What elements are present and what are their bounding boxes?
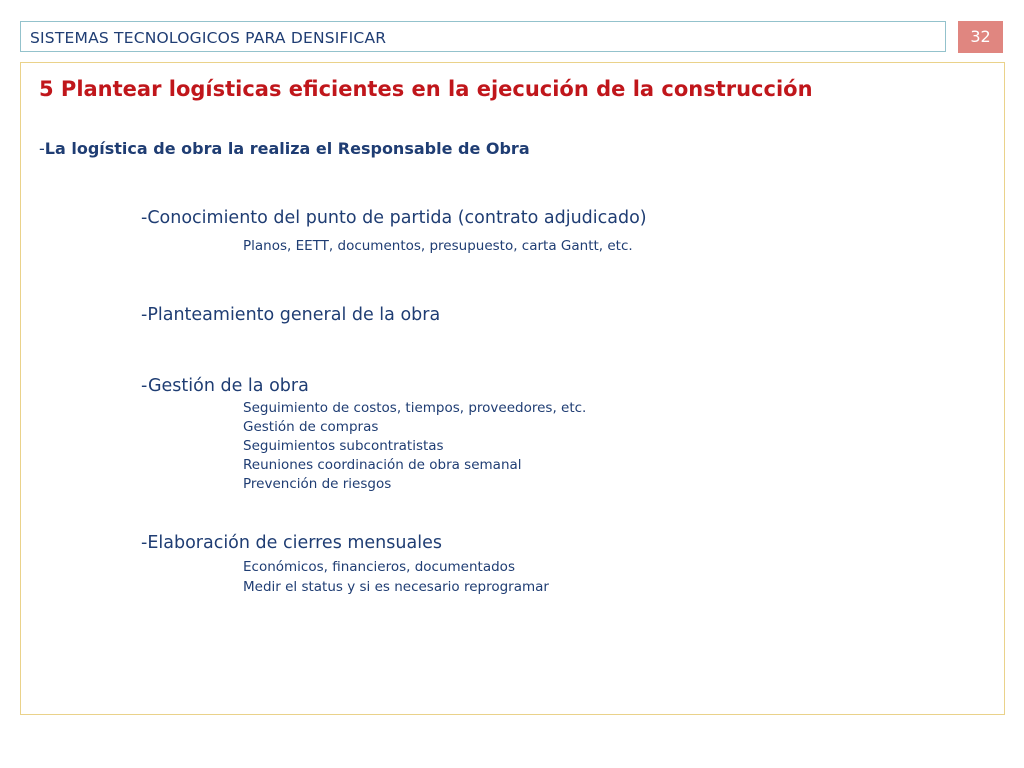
section-detail: Seguimiento de costos, tiempos, proveedores, etc. <box>243 400 587 416</box>
header-title: SISTEMAS TECNOLOGICOS PARA DENSIFICAR <box>30 29 387 47</box>
section-title-conocimiento: -Conocimiento del punto de partida (contrato adjudicado) <box>141 208 647 228</box>
subheading <box>39 139 530 158</box>
section-title-planteamiento: -Planteamiento general de la obra <box>141 305 441 325</box>
section-detail: Medir el status y si es necesario reprogramar <box>243 579 549 595</box>
section-detail: Seguimientos subcontratistas <box>243 438 444 454</box>
subheading-dash: - <box>39 139 45 158</box>
section-title-cierres: -Elaboración de cierres mensuales <box>141 533 442 553</box>
content-panel <box>20 62 1005 715</box>
section-detail: Prevención de riesgos <box>243 476 392 492</box>
section-detail: Reuniones coordinación de obra semanal <box>243 457 522 473</box>
page-number-badge: 32 <box>958 21 1003 53</box>
section-detail: Económicos, financieros, documentados <box>243 559 515 575</box>
section-detail: Planos, EETT, documentos, presupuesto, carta Gantt, etc. <box>243 238 633 254</box>
subheading-text: La logística de obra la realiza el Responsable de Obra <box>44 139 530 158</box>
slide-heading: 5 Plantear logísticas eficientes en la ejecución de la construcción <box>39 77 813 101</box>
section-detail: Gestión de compras <box>243 419 379 435</box>
header-bar <box>20 21 946 52</box>
section-title-gestion: -Gestión de la obra <box>141 376 309 396</box>
